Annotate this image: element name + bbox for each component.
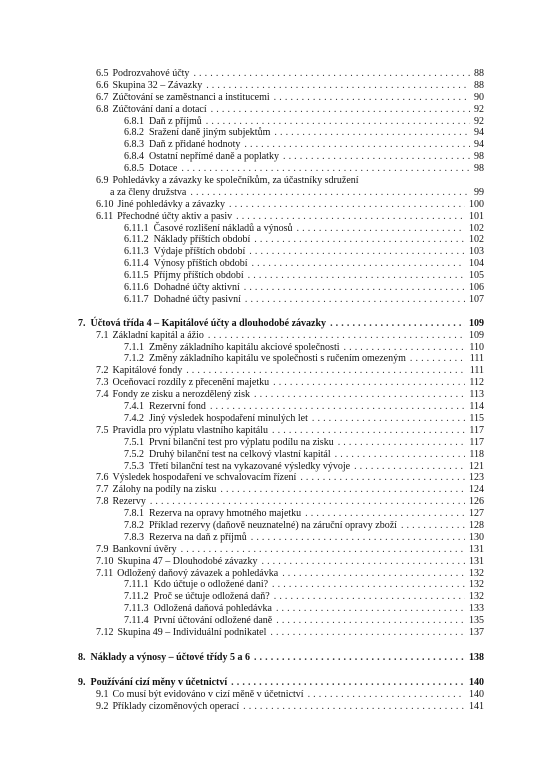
entry-number: 6.11.3 xyxy=(124,246,149,258)
toc-entry xyxy=(78,449,484,461)
entry-title: Skupina 47 – Dlouhodobé závazky xyxy=(117,555,258,567)
entry-number: 7.5.1 xyxy=(124,436,144,448)
page-number: 131 xyxy=(469,555,484,567)
page-number: 141 xyxy=(469,700,484,712)
toc-section-9 xyxy=(78,677,484,713)
page-number: 115 xyxy=(469,412,484,424)
page-number: 92 xyxy=(474,115,484,127)
entry-number: 6.11.6 xyxy=(124,282,149,294)
page-number: 110 xyxy=(469,341,484,353)
toc-entry xyxy=(78,211,484,223)
entry-title: Rezerva na daň z příjmů xyxy=(149,531,247,543)
dot-leader xyxy=(283,151,470,163)
page-number: 102 xyxy=(469,222,484,234)
dot-leader xyxy=(243,701,465,713)
entry-title: Třetí bilanční test na vykazované výsledky vývoje xyxy=(149,460,351,472)
page-number: 127 xyxy=(469,508,484,520)
entry-title: Podrozvahové účty xyxy=(112,68,190,79)
entry-title: Odložená daňová pohledávka xyxy=(153,603,272,615)
entry-title: Základní kapitál a ážio xyxy=(112,329,204,341)
dot-leader xyxy=(190,187,470,199)
toc-entry xyxy=(78,689,484,701)
page-number: 128 xyxy=(469,519,484,531)
toc-entry xyxy=(78,270,484,282)
page-number: 109 xyxy=(469,329,484,341)
entry-number: 7.11.3 xyxy=(124,603,149,615)
toc-entry xyxy=(78,199,484,211)
entry-title: Rezervy xyxy=(112,496,146,508)
entry-number: 7.11.2 xyxy=(124,591,149,603)
dot-leader xyxy=(276,615,465,627)
toc-entry xyxy=(78,556,484,568)
entry-number: 9. xyxy=(78,676,86,688)
entry-number: 6.8 xyxy=(96,103,109,115)
entry-title: Náklady a výnosy – účtové třídy 5 a 6 xyxy=(90,651,250,663)
page-number: 132 xyxy=(469,567,484,579)
dot-leader xyxy=(305,508,465,520)
page-number: 88 xyxy=(474,79,484,91)
dot-leader xyxy=(338,437,466,449)
entry-number: 6.8.5 xyxy=(124,163,144,175)
entry-number: 7.8.1 xyxy=(124,508,144,520)
entry-title: Druhý bilanční test na celkový vlastní kapitál xyxy=(149,448,331,460)
entry-title: Pohledávky a závazky ke společníkům, za účastníky sdružení xyxy=(112,175,359,187)
entry-title: Proč se účtuje odložená daň? xyxy=(153,591,270,603)
toc-entry xyxy=(78,330,484,342)
page-number: 113 xyxy=(469,389,484,401)
toc-entry xyxy=(78,116,484,128)
dot-leader xyxy=(335,449,466,461)
page-number: 88 xyxy=(474,68,484,79)
page-number: 135 xyxy=(469,615,484,627)
entry-title: Příklady cizoměnových operací xyxy=(112,700,240,712)
entry-number: 7.4.2 xyxy=(124,412,144,424)
dot-leader xyxy=(354,461,465,473)
entry-title: Odložený daňový závazek a pohledávka xyxy=(117,567,279,579)
entry-number: 6.8.4 xyxy=(124,151,144,163)
page-number: 123 xyxy=(469,472,484,484)
entry-number: 7.11.4 xyxy=(124,615,149,627)
toc-entry xyxy=(78,104,484,116)
dot-leader xyxy=(410,353,466,365)
entry-title: Rezervní fond xyxy=(149,401,206,413)
entry-number: 7.1.1 xyxy=(124,341,144,353)
toc-section-7 xyxy=(78,318,484,639)
entry-number: 6.11.7 xyxy=(124,293,149,305)
entry-number: 9.2 xyxy=(96,700,109,712)
dot-leader xyxy=(270,627,465,639)
toc-entry xyxy=(78,496,484,508)
dot-leader xyxy=(330,318,465,330)
entry-title: Bankovní úvěry xyxy=(112,543,177,555)
dot-leader xyxy=(300,472,465,484)
toc-entry xyxy=(78,413,484,425)
toc-section-8 xyxy=(78,652,484,664)
page-number: 124 xyxy=(469,484,484,496)
entry-title: Používání cizí měny v účetnictví xyxy=(90,676,228,688)
page-number: 107 xyxy=(469,293,484,305)
toc-chapter-entry xyxy=(78,677,484,689)
dot-leader xyxy=(249,246,465,258)
toc-entry xyxy=(78,579,484,591)
page-number: 90 xyxy=(474,91,484,103)
toc-entry xyxy=(78,139,484,151)
toc-chapter-entry xyxy=(78,318,484,330)
toc-entry xyxy=(78,701,484,713)
entry-number: 7.5 xyxy=(96,424,109,436)
toc-entry xyxy=(78,591,484,603)
dot-leader xyxy=(251,532,465,544)
entry-number: 7.8.3 xyxy=(124,531,144,543)
page-number: 102 xyxy=(469,234,484,246)
entry-title: Oceňovací rozdíly z přecenění majetku xyxy=(112,377,270,389)
entry-number: 7.6 xyxy=(96,472,109,484)
toc-entry xyxy=(78,342,484,354)
entry-title: Zúčtování se zaměstnanci a institucemi xyxy=(112,91,270,103)
entry-number: 6.11.2 xyxy=(124,234,149,246)
toc-entry xyxy=(78,282,484,294)
entry-title: Dohadné účty aktivní xyxy=(153,282,240,294)
entry-title: Jiné pohledávky a závazky xyxy=(117,198,225,210)
table-of-contents xyxy=(78,68,484,712)
entry-number: 7.3 xyxy=(96,377,109,389)
entry-number: 6.7 xyxy=(96,91,109,103)
page-number: 100 xyxy=(469,198,484,210)
page-number: 117 xyxy=(469,424,484,436)
page-number: 106 xyxy=(469,282,484,294)
entry-title: První bilanční test pro výplatu podílu na zisku xyxy=(149,436,334,448)
toc-entry xyxy=(78,353,484,365)
dot-leader xyxy=(206,116,470,128)
toc-entry xyxy=(78,68,484,80)
dot-leader xyxy=(193,68,470,80)
page-number: 99 xyxy=(474,186,484,198)
toc-entry xyxy=(78,365,484,377)
dot-leader xyxy=(206,80,470,92)
page-number: 126 xyxy=(469,496,484,508)
page-number: 132 xyxy=(469,591,484,603)
dot-leader xyxy=(181,163,470,175)
entry-number: 7.8.2 xyxy=(124,519,144,531)
page-number: 103 xyxy=(469,246,484,258)
dot-leader xyxy=(254,652,465,664)
page-number: 117 xyxy=(469,436,484,448)
entry-title: Jiný výsledek hospodaření minulých let xyxy=(149,412,308,424)
dot-leader xyxy=(248,270,465,282)
dot-leader xyxy=(181,544,465,556)
entry-title: První účtování odložené daně xyxy=(153,615,273,627)
entry-number: 7.9 xyxy=(96,543,109,555)
entry-title: Účtová třída 4 – Kapitálové účty a dlouhodobé závazky xyxy=(90,317,327,329)
toc-entry xyxy=(78,127,484,139)
entry-title: Kapitálové fondy xyxy=(112,365,183,377)
page-number: 98 xyxy=(474,151,484,163)
toc-entry xyxy=(78,615,484,627)
entry-number: 7.4 xyxy=(96,389,109,401)
entry-title: Náklady příštích období xyxy=(153,234,251,246)
toc-entry xyxy=(78,377,484,389)
entry-title: Přechodné účty aktiv a pasiv xyxy=(117,210,233,222)
toc-entry xyxy=(78,92,484,104)
dot-leader xyxy=(274,127,470,139)
dot-leader xyxy=(186,365,466,377)
dot-leader xyxy=(208,330,465,342)
dot-leader xyxy=(254,234,465,246)
entry-title: Skupina 49 – Individuální podnikatel xyxy=(117,626,267,638)
entry-number: 6.8.1 xyxy=(124,115,144,127)
dot-leader xyxy=(282,568,465,580)
page-number: 140 xyxy=(469,688,484,700)
entry-title: a za členy družstva xyxy=(110,186,187,198)
dot-leader xyxy=(245,294,465,306)
dot-leader xyxy=(236,211,465,223)
entry-number: 6.8.2 xyxy=(124,127,144,139)
page-number: 138 xyxy=(469,651,484,663)
toc-entry xyxy=(78,151,484,163)
toc-entry xyxy=(78,461,484,473)
entry-title: Sražení daně jiným subjektům xyxy=(149,127,271,139)
page-number: 109 xyxy=(469,317,484,329)
page-number: 105 xyxy=(469,270,484,282)
toc-entry xyxy=(78,80,484,92)
entry-title: Daň z přidané hodnoty xyxy=(149,139,241,151)
entry-number: 7.12 xyxy=(96,626,114,638)
entry-number: 6.10 xyxy=(96,198,114,210)
entry-title: Rezerva na opravy hmotného majetku xyxy=(149,508,302,520)
entry-title: Zúčtování daní a dotací xyxy=(112,103,207,115)
page-number: 92 xyxy=(474,103,484,115)
entry-number: 8. xyxy=(78,651,86,663)
toc-entry xyxy=(78,627,484,639)
dot-leader xyxy=(308,689,465,701)
entry-title: Dohadné účty pasivní xyxy=(153,293,241,305)
dot-leader xyxy=(344,342,466,354)
entry-number: 7.8 xyxy=(96,496,109,508)
dot-leader xyxy=(297,223,466,235)
entry-number: 7.1 xyxy=(96,329,109,341)
entry-title: Pravidla pro výplatu vlastního kapitálu xyxy=(112,424,269,436)
entry-number: 6.11.1 xyxy=(124,222,149,234)
entry-title: Kdo účtuje o odložené dani? xyxy=(153,579,269,591)
page-number: 140 xyxy=(469,676,484,688)
page-number: 121 xyxy=(469,460,484,472)
toc-entry xyxy=(78,187,484,199)
toc-entry xyxy=(78,246,484,258)
page-number: 133 xyxy=(469,603,484,615)
toc-entry xyxy=(78,163,484,175)
dot-leader xyxy=(401,520,465,532)
toc-entry xyxy=(78,175,484,187)
page-number: 118 xyxy=(469,448,484,460)
entry-title: Změny základního kapitálu ve společnosti s ručením omezeným xyxy=(149,353,406,365)
entry-title: Dotace xyxy=(149,163,178,175)
toc-entry xyxy=(78,401,484,413)
dot-leader xyxy=(261,556,465,568)
toc-section-6 xyxy=(78,68,484,306)
entry-number: 6.11 xyxy=(96,210,114,222)
entry-number: 7.10 xyxy=(96,555,114,567)
dot-leader xyxy=(244,139,470,151)
entry-title: Příjmy příštích období xyxy=(153,270,244,282)
toc-chapter-entry xyxy=(78,652,484,664)
dot-leader xyxy=(150,496,465,508)
entry-number: 7.5.2 xyxy=(124,448,144,460)
page-number: 131 xyxy=(469,543,484,555)
page-number: 98 xyxy=(474,163,484,175)
toc-entry xyxy=(78,223,484,235)
dot-leader xyxy=(254,389,465,401)
entry-title: Co musí být evidováno v cizí měně v účetnictví xyxy=(112,688,304,700)
entry-title: Skupina 32 – Závazky xyxy=(112,79,203,91)
entry-title: Fondy ze zisku a nerozdělený zisk xyxy=(112,389,250,401)
dot-leader xyxy=(231,677,465,689)
toc-entry xyxy=(78,258,484,270)
entry-number: 7.11 xyxy=(96,567,114,579)
page-number: 101 xyxy=(469,210,484,222)
toc-entry xyxy=(78,234,484,246)
dot-leader xyxy=(273,377,465,389)
entry-number: 7.1.2 xyxy=(124,353,144,365)
toc-entry xyxy=(78,472,484,484)
entry-number: 6.6 xyxy=(96,79,109,91)
toc-entry xyxy=(78,544,484,556)
toc-entry xyxy=(78,508,484,520)
entry-number: 7.11.1 xyxy=(124,579,149,591)
page-number: 104 xyxy=(469,258,484,270)
toc-entry xyxy=(78,389,484,401)
entry-title: Výnosy příštích období xyxy=(153,258,248,270)
dot-leader xyxy=(244,282,465,294)
toc-entry xyxy=(78,425,484,437)
toc-entry xyxy=(78,294,484,306)
entry-title: Výsledek hospodaření ve schvalovacím řízení xyxy=(112,472,297,484)
entry-number: 9.1 xyxy=(96,688,109,700)
section-gap xyxy=(78,664,484,677)
toc-entry xyxy=(78,532,484,544)
toc-entry xyxy=(78,568,484,580)
dot-leader xyxy=(211,104,470,116)
entry-number: 6.5 xyxy=(96,68,109,79)
entry-title: Daň z příjmů xyxy=(149,115,202,127)
entry-number: 7.7 xyxy=(96,484,109,496)
dot-leader xyxy=(272,425,465,437)
dot-leader xyxy=(252,258,465,270)
entry-title: Časové rozlišení nákladů a výnosů xyxy=(153,222,293,234)
entry-title: Ostatní nepřímé daně a poplatky xyxy=(149,151,279,163)
page-number: 137 xyxy=(469,626,484,638)
entry-number: 7.4.1 xyxy=(124,401,144,413)
entry-number: 7. xyxy=(78,317,86,329)
toc-entry xyxy=(78,437,484,449)
entry-number: 6.11.4 xyxy=(124,258,149,270)
dot-leader xyxy=(276,603,465,615)
entry-number: 6.8.3 xyxy=(124,139,144,151)
dot-leader xyxy=(274,92,470,104)
page-number: 130 xyxy=(469,531,484,543)
page-number: 112 xyxy=(469,377,484,389)
entry-title: Zálohy na podíly na zisku xyxy=(112,484,217,496)
dot-leader xyxy=(210,401,465,413)
entry-title: Změny základního kapitálu akciové společnosti xyxy=(149,341,340,353)
page-number: 94 xyxy=(474,139,484,151)
entry-number: 6.11.5 xyxy=(124,270,149,282)
page-number: 111 xyxy=(469,365,484,377)
dot-leader xyxy=(274,591,465,603)
toc-entry xyxy=(78,484,484,496)
entry-title: Výdaje příštích období xyxy=(153,246,246,258)
entry-number: 7.5.3 xyxy=(124,460,144,472)
page-number: 132 xyxy=(469,579,484,591)
toc-entry xyxy=(78,603,484,615)
page-number: 114 xyxy=(469,401,484,413)
toc-entry xyxy=(78,520,484,532)
page-number: 94 xyxy=(474,127,484,139)
dot-leader xyxy=(229,199,465,211)
section-gap xyxy=(78,639,484,652)
dot-leader xyxy=(220,484,465,496)
dot-leader xyxy=(272,579,465,591)
section-gap xyxy=(78,306,484,318)
dot-leader xyxy=(312,413,465,425)
entry-number: 6.9 xyxy=(96,175,109,187)
entry-title: Příklad rezervy (daňově neuznatelné) na záruční opravy zboží xyxy=(149,519,397,531)
entry-number: 7.2 xyxy=(96,365,109,377)
page-number: 111 xyxy=(469,353,484,365)
